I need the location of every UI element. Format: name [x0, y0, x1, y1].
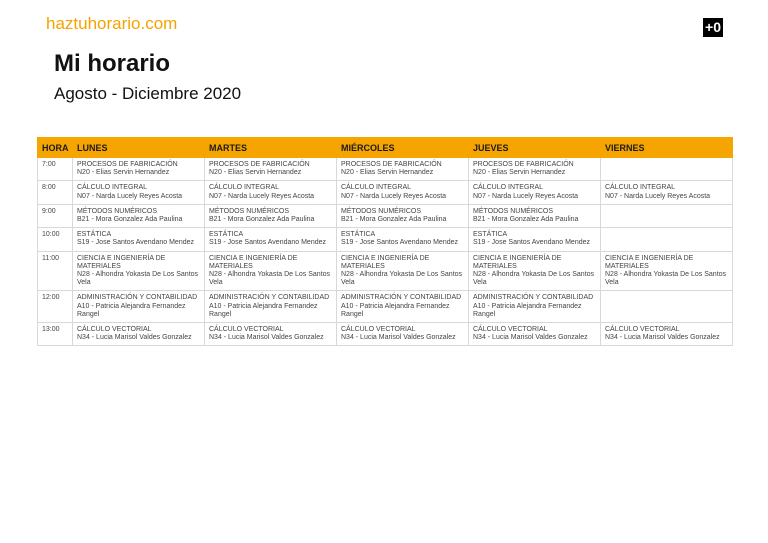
- class-room-teacher: N28 - Alhondra Yokasta De Los Santos Vela: [341, 271, 463, 287]
- class-cell-monday: [73, 251, 205, 291]
- class-subject: CIENCIA E INGENIERÍA DE MATERIALES: [209, 254, 298, 270]
- class-cell-tuesday: [205, 323, 337, 346]
- class-room-teacher: A10 - Patricia Alejandra Fernandez Rangel: [209, 302, 318, 318]
- class-subject: CÁLCULO INTEGRAL: [77, 184, 148, 192]
- class-subject: CÁLCULO INTEGRAL: [605, 184, 676, 192]
- class-cell-wednesday: [337, 291, 469, 323]
- table-row: [38, 181, 733, 204]
- hour-cell: 9:00: [38, 204, 73, 227]
- class-cell-wednesday: [337, 158, 469, 181]
- table-row: [38, 204, 733, 227]
- class-room-teacher: N07 - Narda Lucely Reyes Acosta: [209, 192, 315, 200]
- schedule-table: [37, 137, 733, 346]
- class-room-teacher: N20 - Elias Servin Hernandez: [473, 169, 566, 177]
- class-subject: CÁLCULO VECTORIAL: [473, 326, 548, 334]
- class-cell-wednesday: [337, 204, 469, 227]
- class-subject: ESTÁTICA: [209, 231, 244, 239]
- class-cell-friday: [601, 181, 733, 204]
- class-cell-thursday: [469, 251, 601, 291]
- class-room-teacher: N28 - Alhondra Yokasta De Los Santos Vela: [473, 271, 595, 287]
- class-room-teacher: S19 - Jose Santos Avendano Mendez: [209, 239, 327, 247]
- class-room-teacher: S19 - Jose Santos Avendano Mendez: [77, 239, 195, 247]
- class-room-teacher: N07 - Narda Lucely Reyes Acosta: [605, 192, 711, 200]
- class-cell-thursday: [469, 291, 601, 323]
- class-cell-tuesday: [205, 181, 337, 204]
- column-header-friday: VIERNES: [601, 138, 733, 158]
- class-room-teacher: B21 - Mora Gonzalez Ada Paulina: [341, 216, 447, 224]
- class-subject: CÁLCULO VECTORIAL: [209, 326, 284, 334]
- class-room-teacher: N28 - Alhondra Yokasta De Los Santos Vela: [209, 271, 331, 287]
- class-subject: CIENCIA E INGENIERÍA DE MATERIALES: [77, 254, 166, 270]
- class-room-teacher: N34 - Lucia Marisol Valdes Gonzalez: [341, 334, 456, 342]
- class-cell-monday: [73, 204, 205, 227]
- class-room-teacher: N34 - Lucia Marisol Valdes Gonzalez: [473, 334, 588, 342]
- class-subject: CÁLCULO INTEGRAL: [341, 184, 412, 192]
- class-subject: CÁLCULO INTEGRAL: [473, 184, 544, 192]
- schedule-header-row: [38, 138, 733, 158]
- hour-cell: 10:00: [38, 228, 73, 251]
- class-room-teacher: N34 - Lucia Marisol Valdes Gonzalez: [605, 334, 720, 342]
- hour-cell: 12:00: [38, 291, 73, 323]
- class-subject: ADMINISTRACIÓN Y CONTABILIDAD: [209, 294, 330, 302]
- column-header-tuesday: MARTES: [205, 138, 337, 158]
- class-room-teacher: N07 - Narda Lucely Reyes Acosta: [341, 192, 447, 200]
- class-subject: ADMINISTRACIÓN Y CONTABILIDAD: [77, 294, 198, 302]
- class-subject: CIENCIA E INGENIERÍA DE MATERIALES: [473, 254, 562, 270]
- class-subject: ESTÁTICA: [341, 231, 376, 239]
- column-header-thursday: JUEVES: [469, 138, 601, 158]
- class-cell-wednesday: [337, 228, 469, 251]
- class-subject: PROCESOS DE FABRICACIÓN: [209, 161, 310, 168]
- table-row: [38, 158, 733, 181]
- page-subtitle: Agosto - Diciembre 2020: [54, 84, 242, 103]
- class-room-teacher: B21 - Mora Gonzalez Ada Paulina: [77, 216, 183, 224]
- hour-cell: 7:00: [38, 158, 73, 181]
- class-room-teacher: A10 - Patricia Alejandra Fernandez Rangel: [77, 302, 186, 318]
- class-cell-friday: [601, 158, 733, 181]
- table-row: [38, 323, 733, 346]
- class-subject: MÉTODOS NUMÉRICOS: [77, 207, 157, 215]
- class-room-teacher: A10 - Patricia Alejandra Fernandez Rangel: [473, 302, 582, 318]
- class-cell-friday: [601, 228, 733, 251]
- class-cell-thursday: [469, 228, 601, 251]
- class-room-teacher: B21 - Mora Gonzalez Ada Paulina: [209, 216, 315, 224]
- class-cell-tuesday: [205, 228, 337, 251]
- class-room-teacher: B21 - Mora Gonzalez Ada Paulina: [473, 216, 579, 224]
- class-room-teacher: A10 - Patricia Alejandra Fernandez Rangel: [341, 302, 450, 318]
- class-subject: MÉTODOS NUMÉRICOS: [209, 207, 289, 215]
- class-cell-monday: [73, 181, 205, 204]
- class-room-teacher: N34 - Lucia Marisol Valdes Gonzalez: [209, 334, 324, 342]
- class-subject: CÁLCULO VECTORIAL: [77, 326, 152, 334]
- class-cell-tuesday: [205, 158, 337, 181]
- class-cell-wednesday: [337, 181, 469, 204]
- class-subject: PROCESOS DE FABRICACIÓN: [473, 161, 574, 168]
- class-room-teacher: N28 - Alhondra Yokasta De Los Santos Vela: [77, 271, 199, 287]
- class-cell-monday: [73, 323, 205, 346]
- column-header-hour: HORA: [38, 138, 73, 158]
- class-subject: PROCESOS DE FABRICACIÓN: [77, 161, 178, 168]
- column-header-wednesday: MIÉRCOLES: [337, 138, 469, 158]
- plus-badge[interactable]: +0: [703, 18, 723, 37]
- class-room-teacher: N20 - Elias Servin Hernandez: [209, 169, 302, 177]
- class-room-teacher: N07 - Narda Lucely Reyes Acosta: [473, 192, 579, 200]
- class-subject: ESTÁTICA: [473, 231, 508, 239]
- table-row: [38, 251, 733, 291]
- class-room-teacher: N28 - Alhondra Yokasta De Los Santos Vela: [605, 271, 727, 287]
- hour-cell: 11:00: [38, 251, 73, 291]
- class-cell-friday: [601, 323, 733, 346]
- class-room-teacher: N20 - Elias Servin Hernandez: [341, 169, 434, 177]
- class-cell-thursday: [469, 158, 601, 181]
- class-cell-wednesday: [337, 323, 469, 346]
- class-room-teacher: S19 - Jose Santos Avendano Mendez: [341, 239, 459, 247]
- class-subject: CÁLCULO VECTORIAL: [341, 326, 416, 334]
- table-row: [38, 228, 733, 251]
- class-subject: MÉTODOS NUMÉRICOS: [473, 207, 553, 215]
- class-cell-monday: [73, 291, 205, 323]
- table-row: [38, 291, 733, 323]
- column-header-monday: LUNES: [73, 138, 205, 158]
- class-cell-thursday: [469, 181, 601, 204]
- class-cell-monday: [73, 228, 205, 251]
- class-cell-wednesday: [337, 251, 469, 291]
- class-subject: CÁLCULO VECTORIAL: [605, 326, 680, 334]
- class-subject: CIENCIA E INGENIERÍA DE MATERIALES: [605, 254, 694, 270]
- class-subject: MÉTODOS NUMÉRICOS: [341, 207, 421, 215]
- class-cell-tuesday: [205, 291, 337, 323]
- class-subject: CIENCIA E INGENIERÍA DE MATERIALES: [341, 254, 430, 270]
- class-cell-thursday: [469, 323, 601, 346]
- class-room-teacher: N34 - Lucia Marisol Valdes Gonzalez: [77, 334, 192, 342]
- class-room-teacher: N20 - Elias Servin Hernandez: [77, 169, 170, 177]
- class-cell-monday: [73, 158, 205, 181]
- class-subject: ESTÁTICA: [77, 231, 112, 239]
- class-cell-tuesday: [205, 204, 337, 227]
- page-title: Mi horario: [54, 50, 171, 77]
- class-room-teacher: N07 - Narda Lucely Reyes Acosta: [77, 192, 183, 200]
- brand-link[interactable]: haztuhorario.com: [46, 14, 178, 33]
- class-subject: ADMINISTRACIÓN Y CONTABILIDAD: [473, 294, 594, 302]
- class-cell-friday: [601, 204, 733, 227]
- class-cell-thursday: [469, 204, 601, 227]
- class-subject: CÁLCULO INTEGRAL: [209, 184, 280, 192]
- class-cell-friday: [601, 291, 733, 323]
- hour-cell: 8:00: [38, 181, 73, 204]
- hour-cell: 13:00: [38, 323, 73, 346]
- class-room-teacher: S19 - Jose Santos Avendano Mendez: [473, 239, 591, 247]
- class-subject: ADMINISTRACIÓN Y CONTABILIDAD: [341, 294, 462, 302]
- class-cell-friday: [601, 251, 733, 291]
- class-cell-tuesday: [205, 251, 337, 291]
- class-subject: PROCESOS DE FABRICACIÓN: [341, 161, 442, 168]
